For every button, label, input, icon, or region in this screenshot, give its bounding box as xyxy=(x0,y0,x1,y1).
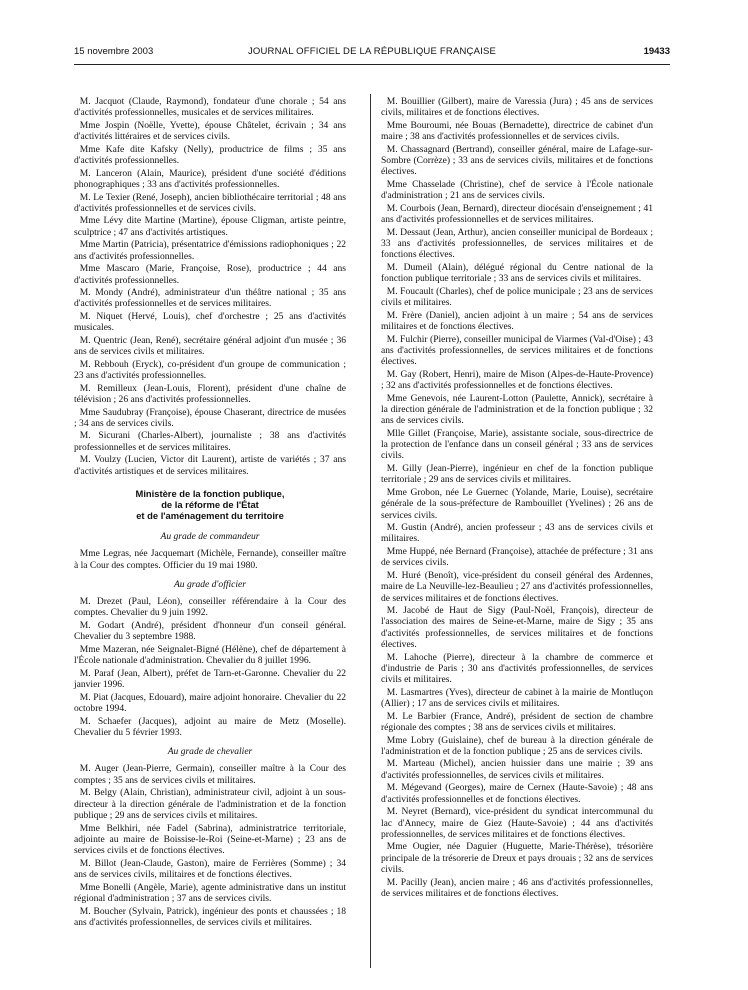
entries-list xyxy=(381,96,653,899)
honoree-entry: M. Remilleux (Jean-Louis, Florent), président d'une chaîne de télévision ; 26 ans d'activités professionnelles. xyxy=(74,382,346,405)
honoree-entry: M. Marteau (Michel), ancien huissier dans une mairie ; 39 ans d'activités professionnelles, de services civils et militaires. xyxy=(381,758,653,781)
honoree-entry: M. Mégevand (Georges), maire de Cernex (Haute-Savoie) ; 48 ans d'activités professionnelles et de fonctions électives. xyxy=(381,782,653,805)
honoree-entry: Mme Legras, née Jacquemart (Michèle, Fernande), conseiller maître à la Cour des comptes. Officier du 19 mai 1980. xyxy=(74,548,346,571)
entries-list xyxy=(74,596,346,738)
honoree-entry: Mme Martin (Patricia), présentatrice d'émissions radiophoniques ; 22 ans d'activités professionnelles. xyxy=(74,239,346,262)
honoree-entry: M. Piat (Jacques, Edouard), maire adjoint honoraire. Chevalier du 22 octobre 1994. xyxy=(74,691,346,714)
honoree-entry: M. Boucher (Sylvain, Patrick), ingénieur des ponts et chaussées ; 18 ans d'activités professionnelles, de services civils et militaires. xyxy=(74,905,346,928)
honoree-entry: M. Schaefer (Jacques), adjoint au maire de Metz (Moselle). Chevalier du 5 février 1993. xyxy=(74,715,346,738)
ministry-heading-line: Ministère de la fonction publique, xyxy=(135,487,285,499)
honoree-entry: M. Jacobé de Haut de Sigy (Paul-Noël, François), directeur de l'association des maires de Seine-et-Marne, maire de Sigy ; 35 ans d'activités professionnelles, de services militaires et de fonctions électives. xyxy=(381,605,653,650)
honoree-entry: Mme Chasselade (Christine), chef de service à l'École nationale d'administration ; 21 ans de services civils. xyxy=(381,178,653,202)
honoree-entry: M. Frère (Daniel), ancien adjoint à un maire ; 54 ans de services militaires et de fonctions électives. xyxy=(381,309,653,333)
page-header xyxy=(74,46,670,60)
entries-list xyxy=(74,763,346,928)
journal-title: JOURNAL OFFICIEL DE LA RÉPUBLIQUE FRANÇAISE xyxy=(247,46,497,57)
honoree-entry: M. Niquet (Hervé, Louis), chef d'orchestre ; 25 ans d'activités musicales. xyxy=(74,311,346,334)
honoree-entry: Mme Jospin (Noëlle, Yvette), épouse Châtelet, écrivain ; 34 ans d'activités littéraires et de services civils. xyxy=(74,119,346,143)
honoree-entry: Mme Lévy dite Martine (Martine), épouse Cligman, artiste peintre, sculptrice ; 47 ans d'activités artistiques. xyxy=(74,215,346,238)
honoree-entry: M. Neyret (Bernard), vice-président du syndicat intercommunal du lac d'Annecy, maire de Giez (Haute-Savoie) ; 44 ans d'activités professionnelles, de services militaires et de fonctions électives. xyxy=(381,806,653,840)
honoree-entry: M. Bouillier (Gilbert), maire de Varessia (Jura) ; 45 ans de services civils, militaires et de fonctions électives. xyxy=(381,96,653,119)
honoree-entry: M. Le Texier (René, Joseph), ancien bibliothécaire territorial ; 48 ans d'activités professionnelles et de services civils. xyxy=(74,191,346,214)
right-column xyxy=(381,96,653,901)
honoree-entry: M. Gilly (Jean-Pierre), ingénieur en chef de la fonction publique territoriale ; 29 ans de services civils et militaires. xyxy=(381,463,653,486)
honoree-entry: M. Auger (Jean-Pierre, Germain), conseiller maître à la Cour des comptes ; 35 ans de services civils et militaires. xyxy=(74,763,346,786)
honoree-entry: M. Rebbouh (Eryck), co-président d'un groupe de communication ; 23 ans d'activités professionnelles. xyxy=(74,358,346,382)
honoree-entry: M. Le Barbier (France, André), président de section de chambre régionale des comptes ; 38 ans de services civils et militaires. xyxy=(381,710,653,733)
honoree-entry: Mme Huppé, née Bernard (Françoise), attachée de préfecture ; 31 ans de services civils. xyxy=(381,546,653,569)
honoree-entry: Mme Lobry (Guislaine), chef de bureau à la direction générale de l'administration et de la fonction publique ; 25 ans de services civils. xyxy=(381,734,653,757)
honoree-entry: M. Foucault (Charles), chef de police municipale ; 23 ans de services civils et militaires. xyxy=(381,285,653,309)
ministry-heading-line: et de l'aménagement du territoire xyxy=(136,509,284,521)
honoree-entry: Mme Ougier, née Daguier (Huguette, Marie-Thérèse), trésorière principale de la trésorerie de Dreux et pays drouais ; 32 ans de services civils. xyxy=(381,841,653,876)
honoree-entry: M. Mondy (André), administrateur d'un théâtre national ; 35 ans d'activités professionnelles et de services militaires. xyxy=(74,287,346,310)
honoree-entry: M. Chassagnard (Bertrand), conseiller général, maire de Lafage-sur-Sombre (Corrèze) ; 33 ans de services civils, militaires et de fonctions électives. xyxy=(381,143,653,178)
honoree-entry: M. Dessaut (Jean, Arthur), ancien conseiller municipal de Bordeaux ; 33 ans d'activités professionnelles, de services militaires et de fonctions électives. xyxy=(381,226,653,261)
grade-heading-chevalier: Au grade de chevalier xyxy=(167,746,253,758)
honoree-entry: M. Quentric (Jean, René), secrétaire général adjoint d'un musée ; 36 ans de services civils et militaires. xyxy=(74,334,346,358)
honoree-entry: M. Pacilly (Jean), ancien maire ; 46 ans d'activités professionnelles, de services militaires et de fonctions électives. xyxy=(381,876,653,899)
honoree-entry: Mme Bonelli (Angèle, Marie), agente administrative dans un institut régional d'administration ; 37 ans de services civils. xyxy=(74,881,346,904)
honoree-entry: Mlle Gillet (Françoise, Marie), assistante sociale, sous-directrice de la protection de l'enfance dans un conseil général ; 33 ans de services civils. xyxy=(381,427,653,462)
header-rule xyxy=(74,64,670,65)
grade-heading-commandeur: Au grade de commandeur xyxy=(160,530,260,542)
honoree-entry: M. Huré (Benoît), vice-président du conseil général des Ardennes, maire de La Neuville-lez-Beaulieu ; 27 ans d'activités professionnelles, de services militaires et de fonctions électives. xyxy=(381,569,653,604)
honoree-entry: M. Drezet (Paul, Léon), conseiller référendaire à la Cour des comptes. Chevalier du 9 juin 1992. xyxy=(74,596,346,619)
honoree-entry: Mme Genevois, née Laurent-Lotton (Paulette, Annick), secrétaire à la direction générale de l'administration et de la fonction publique ; 32 ans de services civils. xyxy=(381,392,653,427)
honoree-entry: Mme Kafe dite Kafsky (Nelly), productrice de films ; 35 ans d'activités professionnelles. xyxy=(74,143,346,167)
honoree-entry: M. Godart (André), président d'honneur d'un conseil général. Chevalier du 3 septembre 1988. xyxy=(74,620,346,643)
honoree-entry: M. Lanceron (Alain, Maurice), président d'une société d'éditions phonographiques ; 33 ans d'activités professionnelles. xyxy=(74,167,346,190)
honoree-entry: M. Lahoche (Pierre), directeur à la chambre de commerce et d'industrie de Paris ; 30 ans d'activités professionnelles, de services civils et militaires. xyxy=(381,651,653,686)
honoree-entry: M. Billot (Jean-Claude, Gaston), maire de Ferrières (Somme) ; 34 ans de services civils, militaires et de fonctions électives. xyxy=(74,857,346,881)
honoree-entry: M. Paraf (Jean, Albert), préfet de Tarn-et-Garonne. Chevalier du 22 janvier 1996. xyxy=(74,667,346,691)
entries-list xyxy=(74,96,346,477)
honoree-entry: M. Jacquot (Claude, Raymond), fondateur d'une chorale ; 54 ans d'activités professionnelles, musicales et de services militaires. xyxy=(74,96,346,119)
column-divider xyxy=(370,94,371,968)
honoree-entry: Mme Saudubray (Françoise), épouse Chaserant, directrice de musées ; 34 ans de services civils. xyxy=(74,406,346,429)
honoree-entry: M. Courbois (Jean, Bernard), directeur diocésain d'enseignement ; 41 ans d'activités professionnelles et de services militaires. xyxy=(381,202,653,226)
honoree-entry: M. Lasmartres (Yves), directeur de cabinet à la mairie de Montluçon (Allier) ; 17 ans de services civils et militaires. xyxy=(381,686,653,710)
grade-heading-officier: Au grade d'officier xyxy=(173,578,247,590)
honoree-entry: M. Voulzy (Lucien, Victor dit Laurent), artiste de variétés ; 37 ans d'activités artistiques et de services militaires. xyxy=(74,454,346,477)
entries-list xyxy=(74,548,346,571)
honoree-entry: M. Dumeil (Alain), délégué régional du Centre national de la fonction publique territoriale ; 33 ans de services civils et militaires. xyxy=(381,261,653,285)
left-column xyxy=(74,96,346,929)
honoree-entry: Mme Grobon, née Le Guernec (Yolande, Marie, Louise), secrétaire générale de la sous-préfecture de Rambouillet (Yvelines) ; 26 ans de services civils. xyxy=(381,486,653,521)
issue-date: 15 novembre 2003 xyxy=(74,46,154,57)
honoree-entry: M. Gustin (André), ancien professeur ; 43 ans de services civils et militaires. xyxy=(381,522,653,545)
honoree-entry: M. Sicurani (Charles-Albert), journaliste ; 38 ans d'activités professionnelles et de services militaires. xyxy=(74,430,346,453)
honoree-entry: M. Gay (Robert, Henri), maire de Mison (Alpes-de-Haute-Provence) ; 32 ans d'activités professionnelles et de fonctions électives. xyxy=(381,368,653,392)
honoree-entry: M. Fulchir (Pierre), conseiller municipal de Viarmes (Val-d'Oise) ; 43 ans d'activités professionnelles, de services militaires et de fonctions électives. xyxy=(381,333,653,368)
ministry-heading-line: de la réforme de l'État xyxy=(161,498,259,510)
ministry-heading xyxy=(74,488,346,521)
page-number: 19433 xyxy=(643,46,670,57)
honoree-entry: Mme Mascaro (Marie, Françoise, Rose), productrice ; 44 ans d'activités professionnelles. xyxy=(74,263,346,286)
honoree-entry: Mme Belkhiri, née Fadel (Sabrina), administratrice territoriale, adjointe au maire de Boissise-le-Roi (Seine-et-Marne) ; 23 ans de services civils et de fonctions électives. xyxy=(74,822,346,857)
honoree-entry: Mme Bouroumi, née Bouas (Bernadette), directrice de cabinet d'un maire ; 38 ans d'activités professionnelles et de services civils. xyxy=(381,119,653,143)
honoree-entry: M. Belgy (Alain, Christian), administrateur civil, adjoint à un sous-directeur à la direction générale de l'administration et de la fonction publique ; 29 ans de services civils et militaires. xyxy=(74,787,346,821)
honoree-entry: Mme Mazeran, née Seignalet-Bigné (Hélène), chef de département à l'École nationale d'administration. Chevalier du 8 juillet 1996. xyxy=(74,643,346,667)
